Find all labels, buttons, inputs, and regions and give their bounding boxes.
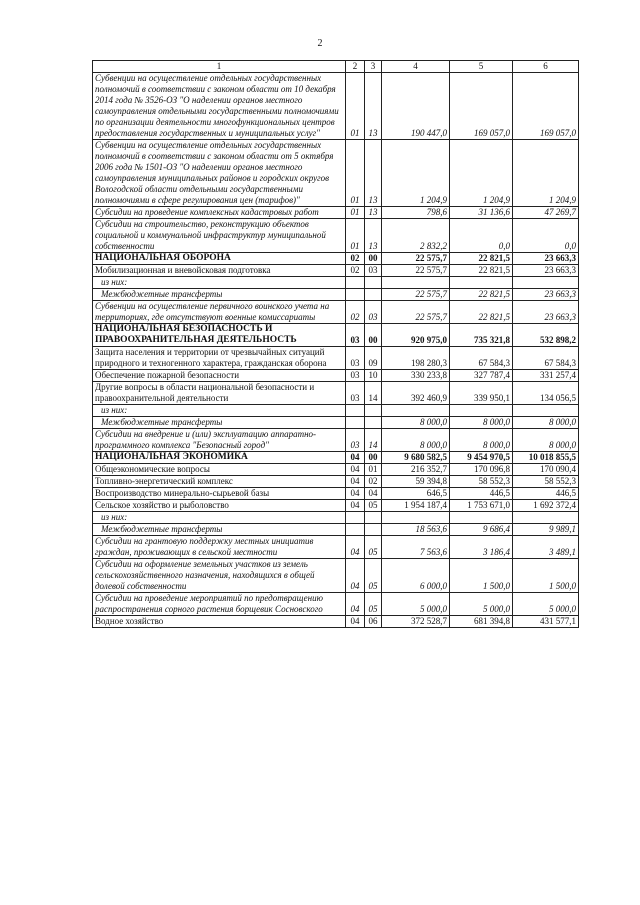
amount-col-6: 3 489,1 bbox=[513, 536, 579, 559]
table-row bbox=[93, 405, 579, 417]
amount-col-6: 23 663,3 bbox=[513, 301, 579, 324]
row-name: Субсидии на проведение комплексных кадастровых работ bbox=[93, 207, 346, 219]
table-row bbox=[93, 488, 579, 500]
amount-col-4: 372 528,7 bbox=[382, 616, 450, 628]
amount-col-6: 67 584,3 bbox=[513, 347, 579, 370]
section-code: 03 bbox=[346, 382, 365, 405]
subsection-code: 05 bbox=[365, 500, 382, 512]
amount-col-4: 18 563,6 bbox=[382, 524, 450, 536]
subsection-code: 03 bbox=[365, 301, 382, 324]
table-row bbox=[93, 253, 579, 265]
row-name: Субсидии на внедрение и (или) эксплуатацию аппаратно-программного комплекса "Безопасный город" bbox=[93, 429, 346, 452]
row-name: Межбюджетные трансферты bbox=[93, 289, 346, 301]
amount-col-6: 1 204,9 bbox=[513, 140, 579, 207]
amount-col-5: 58 552,3 bbox=[450, 476, 513, 488]
table-row bbox=[93, 289, 579, 301]
table-row bbox=[93, 429, 579, 452]
section-code bbox=[346, 277, 365, 289]
amount-col-4 bbox=[382, 512, 450, 524]
row-name: Обеспечение пожарной безопасности bbox=[93, 370, 346, 382]
section-code: 04 bbox=[346, 464, 365, 476]
amount-col-5: 22 821,5 bbox=[450, 289, 513, 301]
subsection-code: 00 bbox=[365, 253, 382, 265]
amount-col-4: 22 575,7 bbox=[382, 301, 450, 324]
subsection-code: 10 bbox=[365, 370, 382, 382]
table-row bbox=[93, 140, 579, 207]
subsection-code: 13 bbox=[365, 207, 382, 219]
section-code: 03 bbox=[346, 370, 365, 382]
amount-col-6: 9 989,1 bbox=[513, 524, 579, 536]
subsection-code bbox=[365, 289, 382, 301]
amount-col-6 bbox=[513, 512, 579, 524]
row-name: из них: bbox=[93, 405, 346, 417]
amount-col-5: 8 000,0 bbox=[450, 417, 513, 429]
amount-col-5: 446,5 bbox=[450, 488, 513, 500]
table-row bbox=[93, 593, 579, 616]
row-name: Субсидии на грантовую поддержку местных инициатив граждан, проживающих в сельской местности bbox=[93, 536, 346, 559]
section-code: 02 bbox=[346, 253, 365, 265]
subsection-code bbox=[365, 277, 382, 289]
section-code: 03 bbox=[346, 429, 365, 452]
row-name: Субсидии на оформление земельных участков из земель сельскохозяйственного назначения, находящихся в общей долевой собственности bbox=[93, 559, 346, 593]
row-name: Воспроизводство минерально-сырьевой базы bbox=[93, 488, 346, 500]
amount-col-6: 8 000,0 bbox=[513, 417, 579, 429]
row-name: Сельское хозяйство и рыболовство bbox=[93, 500, 346, 512]
row-name: Субвенции на осуществление отдельных государственных полномочий в соответствии с законом области от 5 октября 2006 года № 1501-ОЗ "О наделении органов местного самоуправления муниципальных районов и городских округов Вологодской области отдельными государственными полномочиями в сфере регулирования цен (тарифов)" bbox=[93, 140, 346, 207]
section-code: 03 bbox=[346, 324, 365, 347]
row-name: Мобилизационная и вневойсковая подготовка bbox=[93, 265, 346, 277]
amount-col-5: 1 753 671,0 bbox=[450, 500, 513, 512]
amount-col-6: 23 663,3 bbox=[513, 253, 579, 265]
section-code bbox=[346, 417, 365, 429]
amount-col-6: 58 552,3 bbox=[513, 476, 579, 488]
section-code: 04 bbox=[346, 593, 365, 616]
amount-col-4: 216 352,7 bbox=[382, 464, 450, 476]
subsection-code bbox=[365, 512, 382, 524]
row-name: из них: bbox=[93, 512, 346, 524]
header-cell: 3 bbox=[365, 61, 382, 73]
table-row bbox=[93, 559, 579, 593]
amount-col-6: 10 018 855,5 bbox=[513, 452, 579, 464]
row-name: Межбюджетные трансферты bbox=[93, 417, 346, 429]
row-name: НАЦИОНАЛЬНАЯ БЕЗОПАСНОСТЬ И ПРАВООХРАНИТЕЛЬНАЯ ДЕЯТЕЛЬНОСТЬ bbox=[93, 324, 346, 347]
amount-col-4: 330 233,8 bbox=[382, 370, 450, 382]
table-row bbox=[93, 324, 579, 347]
subsection-code: 00 bbox=[365, 452, 382, 464]
amount-col-6: 169 057,0 bbox=[513, 73, 579, 140]
header-cell: 1 bbox=[93, 61, 346, 73]
header-row bbox=[93, 61, 579, 73]
amount-col-6: 1 500,0 bbox=[513, 559, 579, 593]
subsection-code bbox=[365, 405, 382, 417]
amount-col-5: 22 821,5 bbox=[450, 253, 513, 265]
amount-col-6: 8 000,0 bbox=[513, 429, 579, 452]
row-name: Общеэкономические вопросы bbox=[93, 464, 346, 476]
amount-col-6: 23 663,3 bbox=[513, 265, 579, 277]
amount-col-4: 9 680 582,5 bbox=[382, 452, 450, 464]
header-cell: 4 bbox=[382, 61, 450, 73]
amount-col-4: 2 832,2 bbox=[382, 219, 450, 253]
subsection-code: 03 bbox=[365, 265, 382, 277]
amount-col-5: 0,0 bbox=[450, 219, 513, 253]
subsection-code: 13 bbox=[365, 140, 382, 207]
table-row bbox=[93, 476, 579, 488]
table-row bbox=[93, 452, 579, 464]
amount-col-6: 5 000,0 bbox=[513, 593, 579, 616]
row-name: Субвенции на осуществление отдельных государственных полномочий в соответствии с законом области от 10 декабря 2014 года № 3526-ОЗ "О наделении органов местного самоуправления отдельными государственными полномочиями по организации деятельности многофункциональных центров предоставления государственных и муниципальных услуг" bbox=[93, 73, 346, 140]
table-row bbox=[93, 219, 579, 253]
subsection-code: 02 bbox=[365, 476, 382, 488]
table-row bbox=[93, 512, 579, 524]
row-name: Защита населения и территории от чрезвычайных ситуаций природного и техногенного характера, гражданская оборона bbox=[93, 347, 346, 370]
amount-col-6: 446,5 bbox=[513, 488, 579, 500]
table-row bbox=[93, 207, 579, 219]
amount-col-5: 5 000,0 bbox=[450, 593, 513, 616]
row-name: Другие вопросы в области национальной безопасности и правоохранительной деятельности bbox=[93, 382, 346, 405]
table-row bbox=[93, 616, 579, 628]
amount-col-4: 22 575,7 bbox=[382, 253, 450, 265]
amount-col-5: 9 686,4 bbox=[450, 524, 513, 536]
subsection-code: 13 bbox=[365, 73, 382, 140]
amount-col-4: 198 280,3 bbox=[382, 347, 450, 370]
amount-col-4: 22 575,7 bbox=[382, 265, 450, 277]
header-cell: 5 bbox=[450, 61, 513, 73]
row-name: из них: bbox=[93, 277, 346, 289]
section-code: 04 bbox=[346, 476, 365, 488]
subsection-code: 04 bbox=[365, 488, 382, 500]
subsection-code: 00 bbox=[365, 324, 382, 347]
amount-col-4: 392 460,9 bbox=[382, 382, 450, 405]
table-row bbox=[93, 265, 579, 277]
amount-col-5 bbox=[450, 512, 513, 524]
section-code: 04 bbox=[346, 616, 365, 628]
amount-col-6 bbox=[513, 405, 579, 417]
amount-col-5: 169 057,0 bbox=[450, 73, 513, 140]
amount-col-4: 798,6 bbox=[382, 207, 450, 219]
amount-col-4: 1 204,9 bbox=[382, 140, 450, 207]
table-row bbox=[93, 536, 579, 559]
amount-col-6 bbox=[513, 277, 579, 289]
subsection-code: 14 bbox=[365, 429, 382, 452]
row-name: Водное хозяйство bbox=[93, 616, 346, 628]
subsection-code bbox=[365, 417, 382, 429]
amount-col-5: 1 204,9 bbox=[450, 140, 513, 207]
section-code: 01 bbox=[346, 207, 365, 219]
row-name: НАЦИОНАЛЬНАЯ ЭКОНОМИКА bbox=[93, 452, 346, 464]
amount-col-4: 59 394,8 bbox=[382, 476, 450, 488]
amount-col-4: 6 000,0 bbox=[382, 559, 450, 593]
subsection-code: 09 bbox=[365, 347, 382, 370]
table-row bbox=[93, 382, 579, 405]
amount-col-5: 22 821,5 bbox=[450, 301, 513, 324]
section-code: 01 bbox=[346, 219, 365, 253]
table-row bbox=[93, 524, 579, 536]
section-code: 04 bbox=[346, 488, 365, 500]
amount-col-6: 431 577,1 bbox=[513, 616, 579, 628]
table-row bbox=[93, 73, 579, 140]
section-code: 01 bbox=[346, 73, 365, 140]
amount-col-6: 532 898,2 bbox=[513, 324, 579, 347]
amount-col-6: 1 692 372,4 bbox=[513, 500, 579, 512]
subsection-code: 13 bbox=[365, 219, 382, 253]
table-row bbox=[93, 464, 579, 476]
subsection-code bbox=[365, 524, 382, 536]
amount-col-5: 8 000,0 bbox=[450, 429, 513, 452]
subsection-code: 05 bbox=[365, 559, 382, 593]
amount-col-6: 23 663,3 bbox=[513, 289, 579, 301]
table-row bbox=[93, 500, 579, 512]
section-code: 03 bbox=[346, 347, 365, 370]
amount-col-6: 170 090,4 bbox=[513, 464, 579, 476]
section-code bbox=[346, 512, 365, 524]
amount-col-6: 0,0 bbox=[513, 219, 579, 253]
amount-col-6: 134 056,5 bbox=[513, 382, 579, 405]
table-row bbox=[93, 301, 579, 324]
amount-col-5: 681 394,8 bbox=[450, 616, 513, 628]
subsection-code: 05 bbox=[365, 536, 382, 559]
row-name: Топливно-энергетический комплекс bbox=[93, 476, 346, 488]
header-cell: 6 bbox=[513, 61, 579, 73]
amount-col-4: 8 000,0 bbox=[382, 429, 450, 452]
amount-col-5: 339 950,1 bbox=[450, 382, 513, 405]
amount-col-5: 735 321,8 bbox=[450, 324, 513, 347]
amount-col-5: 9 454 970,5 bbox=[450, 452, 513, 464]
section-code: 04 bbox=[346, 452, 365, 464]
row-name: Субсидии на строительство, реконструкцию объектов социальной и коммунальной инфраструктур муниципальной собственности bbox=[93, 219, 346, 253]
section-code: 02 bbox=[346, 301, 365, 324]
amount-col-4: 22 575,7 bbox=[382, 289, 450, 301]
amount-col-4: 646,5 bbox=[382, 488, 450, 500]
amount-col-5: 67 584,3 bbox=[450, 347, 513, 370]
amount-col-5 bbox=[450, 277, 513, 289]
section-code: 04 bbox=[346, 536, 365, 559]
amount-col-5 bbox=[450, 405, 513, 417]
amount-col-4: 190 447,0 bbox=[382, 73, 450, 140]
amount-col-6: 331 257,4 bbox=[513, 370, 579, 382]
section-code: 04 bbox=[346, 559, 365, 593]
amount-col-4: 8 000,0 bbox=[382, 417, 450, 429]
amount-col-5: 327 787,4 bbox=[450, 370, 513, 382]
table-row bbox=[93, 370, 579, 382]
amount-col-4: 7 563,6 bbox=[382, 536, 450, 559]
subsection-code: 01 bbox=[365, 464, 382, 476]
amount-col-5: 3 186,4 bbox=[450, 536, 513, 559]
section-code bbox=[346, 289, 365, 301]
section-code bbox=[346, 405, 365, 417]
subsection-code: 06 bbox=[365, 616, 382, 628]
section-code: 04 bbox=[346, 500, 365, 512]
amount-col-4 bbox=[382, 405, 450, 417]
row-name: НАЦИОНАЛЬНАЯ ОБОРОНА bbox=[93, 253, 346, 265]
section-code bbox=[346, 524, 365, 536]
amount-col-5: 1 500,0 bbox=[450, 559, 513, 593]
amount-col-4: 5 000,0 bbox=[382, 593, 450, 616]
amount-col-5: 31 136,6 bbox=[450, 207, 513, 219]
amount-col-4: 1 954 187,4 bbox=[382, 500, 450, 512]
table-row bbox=[93, 417, 579, 429]
row-name: Субсидии на проведение мероприятий по предотвращению распространения сорного растения борщевик Сосновского bbox=[93, 593, 346, 616]
amount-col-6: 47 269,7 bbox=[513, 207, 579, 219]
budget-table bbox=[92, 60, 579, 628]
amount-col-4 bbox=[382, 277, 450, 289]
page-number: 2 bbox=[317, 38, 323, 49]
row-name: Субвенции на осуществление первичного воинского учета на территориях, где отсутствуют военные комиссариаты bbox=[93, 301, 346, 324]
table-row bbox=[93, 347, 579, 370]
subsection-code: 14 bbox=[365, 382, 382, 405]
amount-col-5: 170 096,8 bbox=[450, 464, 513, 476]
amount-col-4: 920 975,0 bbox=[382, 324, 450, 347]
section-code: 02 bbox=[346, 265, 365, 277]
subsection-code: 05 bbox=[365, 593, 382, 616]
header-cell: 2 bbox=[346, 61, 365, 73]
row-name: Межбюджетные трансферты bbox=[93, 524, 346, 536]
table-row bbox=[93, 277, 579, 289]
amount-col-5: 22 821,5 bbox=[450, 265, 513, 277]
section-code: 01 bbox=[346, 140, 365, 207]
